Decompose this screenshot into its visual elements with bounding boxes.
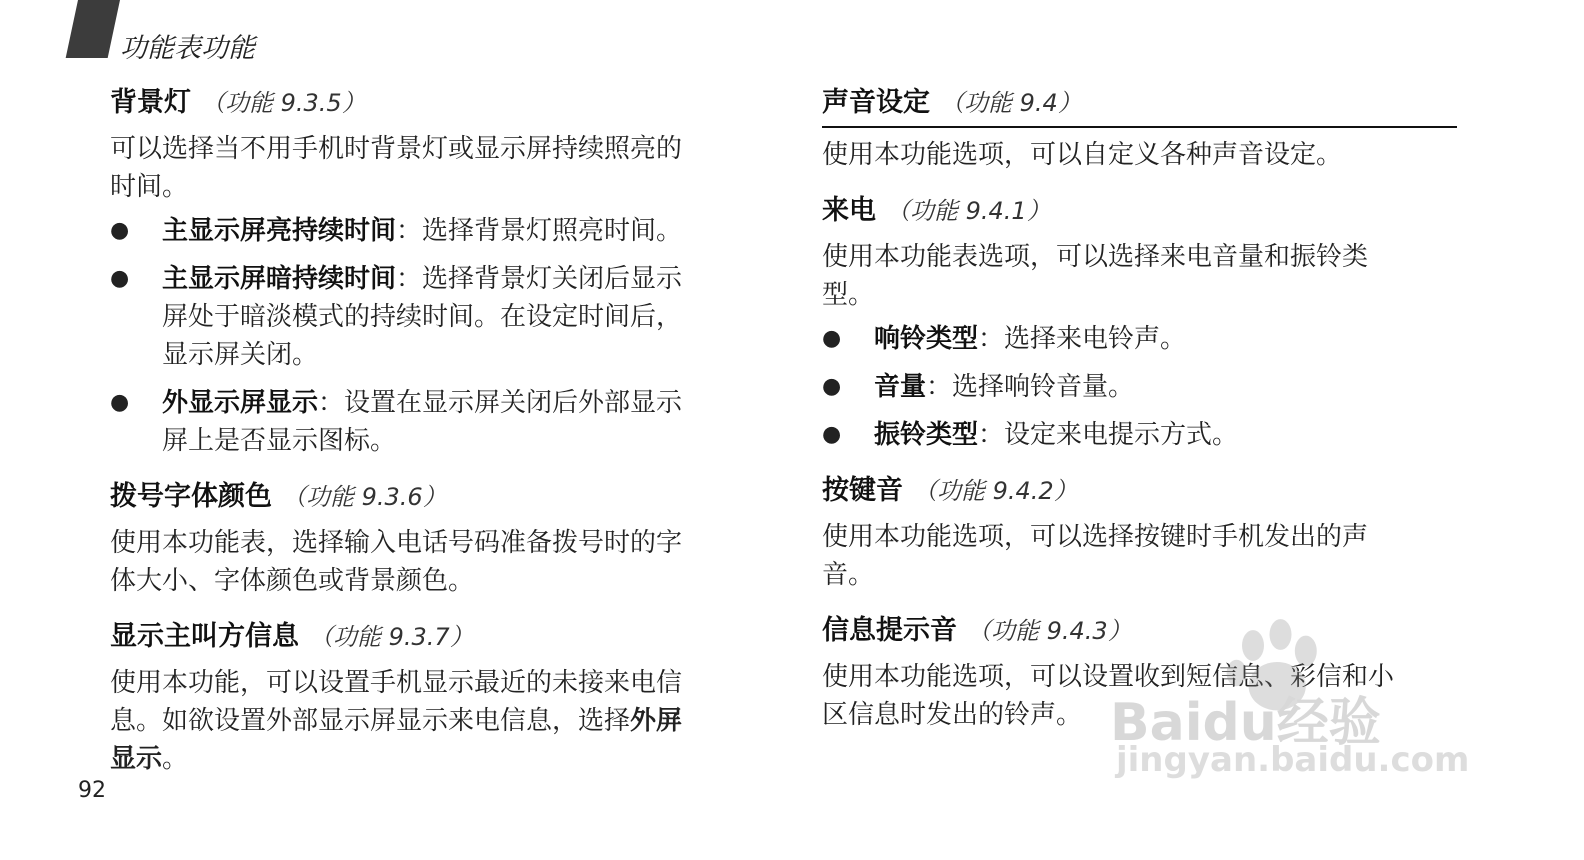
body-text: 使用本功能表选项，可以选择来电音量和振铃类 型。 <box>822 242 1369 310</box>
body-text: 使用本功能，可以设置手机显示最近的未接来电信 息。如欲设置外部显示屏显示来电信息，选择外屏 显示。 <box>110 668 683 774</box>
section-ref: （功能 9.4.1） <box>886 197 1051 225</box>
bullet-list <box>822 320 1462 454</box>
section-ref: （功能 9.4） <box>940 89 1082 117</box>
watermark <box>1110 618 1480 788</box>
body-text: 使用本功能选项，可以选择按键时手机发出的声 音。 <box>822 522 1369 590</box>
section-title: 背景灯 （功能 9.3.5） <box>110 87 366 118</box>
bullet-icon: ● <box>110 266 130 291</box>
watermark-url: jingyan.baidu.com <box>1116 740 1470 780</box>
bullet-list <box>110 212 740 460</box>
bullet-icon: ● <box>110 390 130 415</box>
bullet-icon: ● <box>822 422 842 447</box>
section-ref: （功能 9.4.2） <box>913 477 1078 505</box>
body-text: 可以选择当不用手机时背景灯或显示屏持续照亮的 时间。 <box>110 134 683 202</box>
section-sound-settings <box>822 84 1462 174</box>
bullet-icon: ● <box>822 326 842 351</box>
running-header: 功能表功能 <box>120 33 255 64</box>
list-item: ● 振铃类型：设定来电提示方式。 <box>822 416 1462 454</box>
list-item: ● 音量：选择响铃音量。 <box>822 368 1462 406</box>
body-text: 使用本功能选项，可以自定义各种声音设定。 <box>822 140 1343 170</box>
section-title: 显示主叫方信息 （功能 9.3.7） <box>110 621 474 652</box>
section-ref: （功能 9.3.6） <box>282 483 447 511</box>
bullet-icon: ● <box>822 374 842 399</box>
section-ref: （功能 9.3.5） <box>201 89 366 117</box>
body-text: 使用本功能表，选择输入电话号码准备拨号时的字 体大小、字体颜色或背景颜色。 <box>110 528 683 596</box>
chapter-title: 声音设定 （功能 9.4） <box>822 84 1457 128</box>
section-title: 来电 （功能 9.4.1） <box>822 195 1051 226</box>
page-number: 92 <box>78 778 106 803</box>
left-column <box>110 84 740 796</box>
section-title: 按键音 （功能 9.4.2） <box>822 475 1078 506</box>
section-key-tone <box>822 472 1462 594</box>
body-text: 使用本功能选项，可以设置收到短信息、彩信和小 区信息时发出的铃声。 <box>822 662 1395 730</box>
section-incoming-call <box>822 192 1462 454</box>
list-item: ● 主显示屏亮持续时间：选择背景灯照亮时间。 <box>110 212 740 250</box>
header-tab-bar <box>66 0 120 58</box>
list-item: ● 响铃类型：选择来电铃声。 <box>822 320 1462 358</box>
list-item: ● 主显示屏暗持续时间：选择背景灯关闭后显示 屏处于暗淡模式的持续时间。在设定时间后， 显示屏关闭。 <box>110 260 740 374</box>
section-ref: （功能 9.3.7） <box>309 623 474 651</box>
section-title: 信息提示音 （功能 9.4.3） <box>822 615 1132 646</box>
watermark-logo: Baidu经验 <box>1110 693 1381 753</box>
section-dial-font-color <box>110 478 740 600</box>
section-ref: （功能 9.4.3） <box>967 617 1132 645</box>
section-backlight <box>110 84 740 460</box>
section-caller-info <box>110 618 740 778</box>
section-title: 拨号字体颜色 （功能 9.3.6） <box>110 481 447 512</box>
list-item: ● 外显示屏显示：设置在显示屏关闭后外部显示 屏上是否显示图标。 <box>110 384 740 460</box>
bullet-icon: ● <box>110 218 130 243</box>
